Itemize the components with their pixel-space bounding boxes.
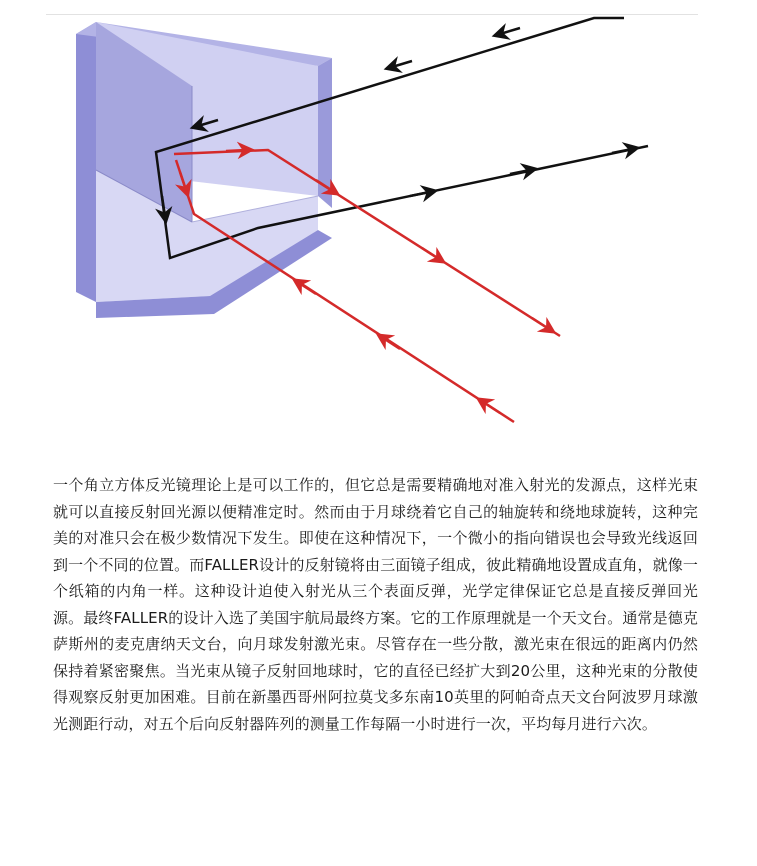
top-divider bbox=[46, 14, 698, 15]
mirror-box-icon bbox=[76, 22, 332, 318]
corner-reflector-diagram bbox=[60, 16, 660, 436]
article-paragraph: 一个角立方体反光镜理论上是可以工作的，但它总是需要精确地对准入射光的发源点，这样光束就可以直接反射回光源以便精准定时。然而由于月球绕着它自己的轴旋转和绕地球旋转，这种完美的对准只会在极少数情况下发生。即使在这种情况下，一个微小的指向错误也会导致光线返回到一个不同的位置。而FALLER设计的反射镜将由三面镜子组成，彼此精确地设置成直角，就像一个纸箱的内角一样。这种设计迫使入射光从三个表面反弹，光学定律保证它总是直接反弹回光源。最终FALLER的设计入选了美国宇航局最终方案。它的工作原理就是一个天文台。通常是德克萨斯州的麦克唐纳天文台，向月球发射激光束。尽管存在一些分散，激光束在很远的距离内仍然保持着紧密聚焦。当光束从镜子反射回地球时，它的直径已经扩大到20公里，这种光束的分散使得观察反射更加困难。目前在新墨西哥州阿拉莫戈多东南10英里的阿帕奇点天文台阿波罗月球激光测距行动，对五个后向反射器阵列的测量工作每隔一小时进行一次，平均每月进行六次。 bbox=[53, 476, 698, 733]
